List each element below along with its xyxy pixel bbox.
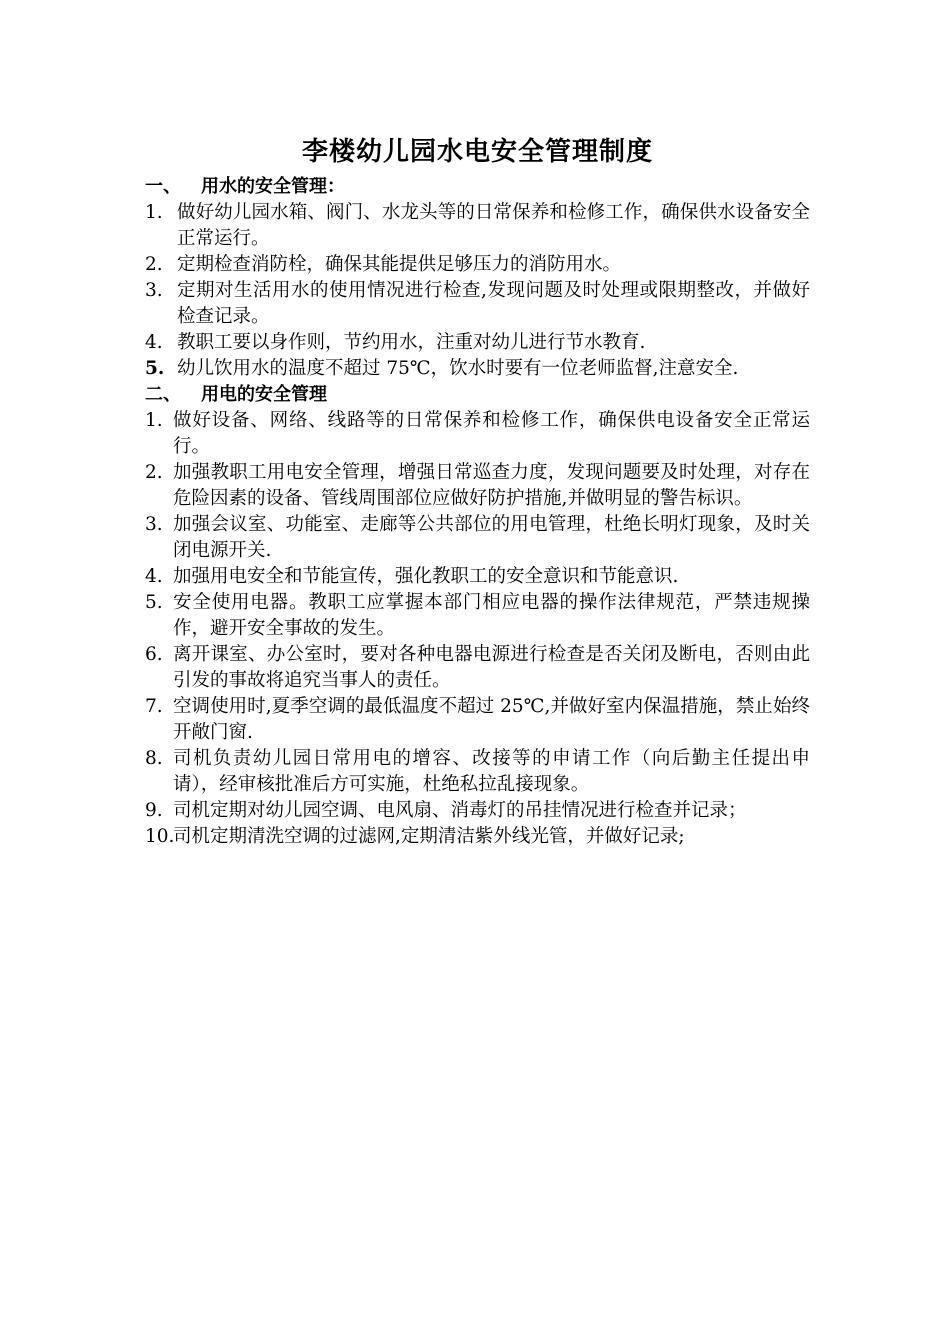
list-item	[145, 746, 810, 798]
item-text: 司机定期对幼儿园空调、电风扇、消毒灯的吊挂情况进行检查并记录；	[173, 800, 747, 821]
list-item	[145, 512, 810, 564]
list-item	[145, 330, 810, 356]
item-text: 幼儿饮用水的温度不超过 75℃，饮水时要有一位老师监督,注意安全.	[177, 358, 739, 379]
item-text: 教职工要以身作则，节约用水，注重对幼儿进行节水教育.	[177, 332, 646, 353]
item-text: 司机负责幼儿园日常用电的增容、改接等的申请工作（向后勤主任提出申请），经审核批准后方可实施，杜绝私拉乱接现象。	[173, 748, 810, 795]
item-number: 8.	[145, 748, 163, 769]
list-item	[145, 200, 810, 252]
list-item	[145, 252, 810, 278]
item-number: 1.	[145, 202, 163, 223]
section-heading-water	[145, 174, 810, 200]
section-title: 用水的安全管理：	[201, 176, 345, 197]
item-number: 5.	[145, 592, 163, 613]
item-number: 2.	[145, 254, 163, 275]
item-number: 1.	[145, 410, 163, 431]
item-text: 安全使用电器。教职工应掌握本部门相应电器的操作法律规范，严禁违规操作，避开安全事故的发生。	[173, 592, 810, 639]
item-text: 加强会议室、功能室、走廊等公共部位的用电管理，杜绝长明灯现象，及时关闭电源开关.	[173, 514, 810, 561]
item-number: 9.	[145, 800, 163, 821]
item-number: 2.	[145, 462, 163, 483]
item-number: 4.	[145, 566, 163, 587]
list-item	[145, 356, 810, 382]
item-number: 4.	[145, 332, 163, 353]
list-item	[145, 798, 810, 824]
list-item	[145, 590, 810, 642]
item-number: 3.	[145, 514, 163, 535]
document-title: 李楼幼儿园水电安全管理制度	[301, 137, 653, 167]
item-number: 5.	[145, 358, 165, 379]
section-number: 一、	[145, 176, 181, 197]
item-text: 做好设备、网络、线路等的日常保养和检修工作，确保供电设备安全正常运行。	[173, 410, 810, 457]
list-item	[145, 694, 810, 746]
section-number: 二、	[145, 384, 181, 405]
list-item	[145, 564, 810, 590]
item-text: 定期检查消防栓，确保其能提供足够压力的消防用水。	[177, 254, 622, 275]
item-text: 加强用电安全和节能宣传，强化教职工的安全意识和节能意识.	[173, 566, 679, 587]
item-text: 离开课室、办公室时，要对各种电器电源进行检查是否关闭及断电，否则由此引发的事故将追究当事人的责任。	[173, 644, 810, 691]
electricity-rules-list	[145, 408, 810, 850]
item-text: 定期对生活用水的使用情况进行检查,发现问题及时处理或限期整改，并做好检查记录。	[177, 280, 810, 327]
list-item	[145, 642, 810, 694]
document-body	[145, 132, 810, 850]
water-rules-list	[145, 200, 810, 382]
list-item	[145, 278, 810, 330]
section-heading-electricity	[145, 382, 810, 408]
section-title: 用电的安全管理	[201, 384, 327, 405]
item-text: 做好幼儿园水箱、阀门、水龙头等的日常保养和检修工作，确保供水设备安全正常运行。	[177, 202, 810, 249]
item-number: 3.	[145, 280, 163, 301]
list-item	[145, 460, 810, 512]
item-text: 加强教职工用电安全管理，增强日常巡查力度，发现问题要及时处理，对存在危险因素的设备、管线周围部位应做好防护措施,并做明显的警告标识。	[173, 462, 810, 509]
item-number: 6.	[145, 644, 163, 665]
item-text: 空调使用时,夏季空调的最低温度不超过 25℃,并做好室内保温措施，禁止始终开敞门窗.	[173, 696, 810, 743]
item-text: 司机定期清洗空调的过滤网,定期清洁紫外线光管，并做好记录;	[173, 826, 685, 847]
list-item	[145, 824, 810, 850]
list-item	[145, 408, 810, 460]
item-number: 10.	[145, 826, 175, 847]
item-number: 7.	[145, 696, 163, 717]
